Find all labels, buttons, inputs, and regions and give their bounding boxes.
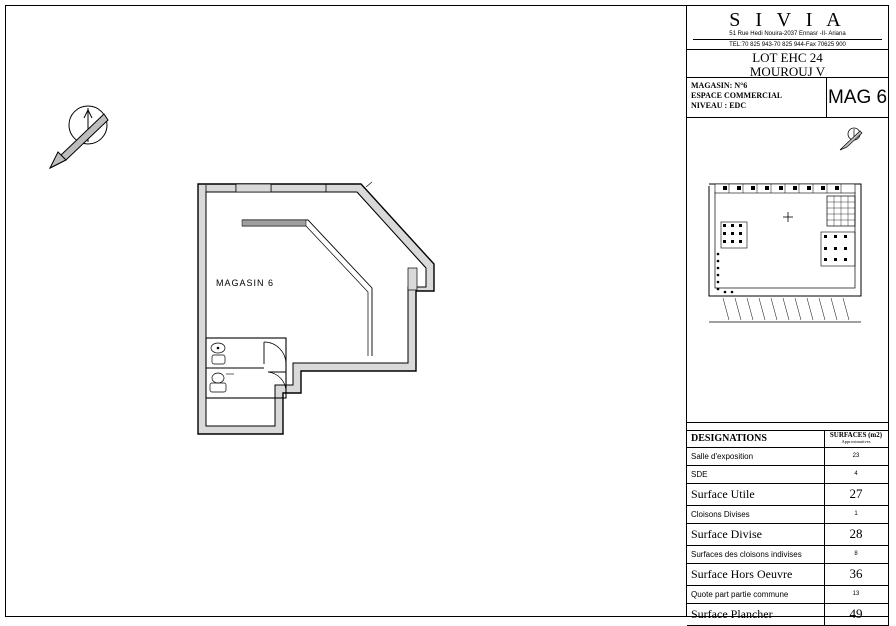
unit-espace: ESPACE COMMERCIAL [691,91,783,100]
row-value: 36 [824,563,888,585]
table-row [687,483,888,505]
row-value: 28 [824,523,888,545]
surfaces-table [687,430,888,626]
table-row [687,545,888,563]
title-block [686,6,888,621]
key-plan-graphic [701,162,875,340]
header-surfaces [824,431,888,447]
company-header [687,6,888,50]
row-label: Quote part partie commune [687,585,824,603]
table-row [687,585,888,603]
row-label: Cloisons Divises [687,505,824,523]
unit-identification-text [687,78,826,117]
row-label: Surface Hors Oeuvre [687,563,824,585]
row-label: Surface Plancher [687,603,824,625]
row-value: 8 [824,545,888,563]
unit-magasin: MAGASIN: N°6 [691,81,748,90]
floor-plan-graphic [176,156,466,456]
row-label: Surface Divise [687,523,824,545]
row-value: 23 [824,447,888,465]
table-row [687,505,888,523]
header-surfaces-main: SURFACES (m2) [829,431,883,440]
table-row [687,523,888,545]
row-label: Surfaces des cloisons indivises [687,545,824,563]
header-designations: DESIGNATIONS [687,431,824,447]
unit-code: MAG 6 [826,78,888,117]
row-value: 27 [824,483,888,505]
row-label: Salle d'exposition [687,447,824,465]
table-row [687,447,888,465]
project-lot: LOT EHC 24 [752,50,823,65]
drawing-area [6,6,686,617]
row-label: SDE [687,465,824,483]
north-arrow-icon [36,98,126,188]
table-row [687,465,888,483]
room-label-magasin: MAGASIN 6 [216,278,275,288]
company-name: S I V I A [729,9,846,31]
company-phone: TEL:70 825 943-70 825 944-Fax 70625 900 [693,39,882,49]
row-value: 4 [824,465,888,483]
surfaces-table-body [687,447,888,625]
row-label: Surface Utile [687,483,824,505]
project-header [687,50,888,78]
row-value: 1 [824,505,888,523]
table-header-row [687,431,888,447]
row-value: 49 [824,603,888,625]
table-row [687,603,888,625]
unit-identification [687,78,888,118]
project-site: MOUROUJ V [749,64,826,79]
company-address: 51 Rue Hedi Nouira-2037 Ennasr -II- Ariana [729,31,846,37]
north-arrow-icon [838,126,864,152]
row-value: 13 [824,585,888,603]
header-surfaces-sub: Approximatives [841,439,871,445]
key-plan-panel [687,118,888,423]
unit-niveau: NIVEAU : EDC [691,101,747,110]
table-row [687,563,888,585]
